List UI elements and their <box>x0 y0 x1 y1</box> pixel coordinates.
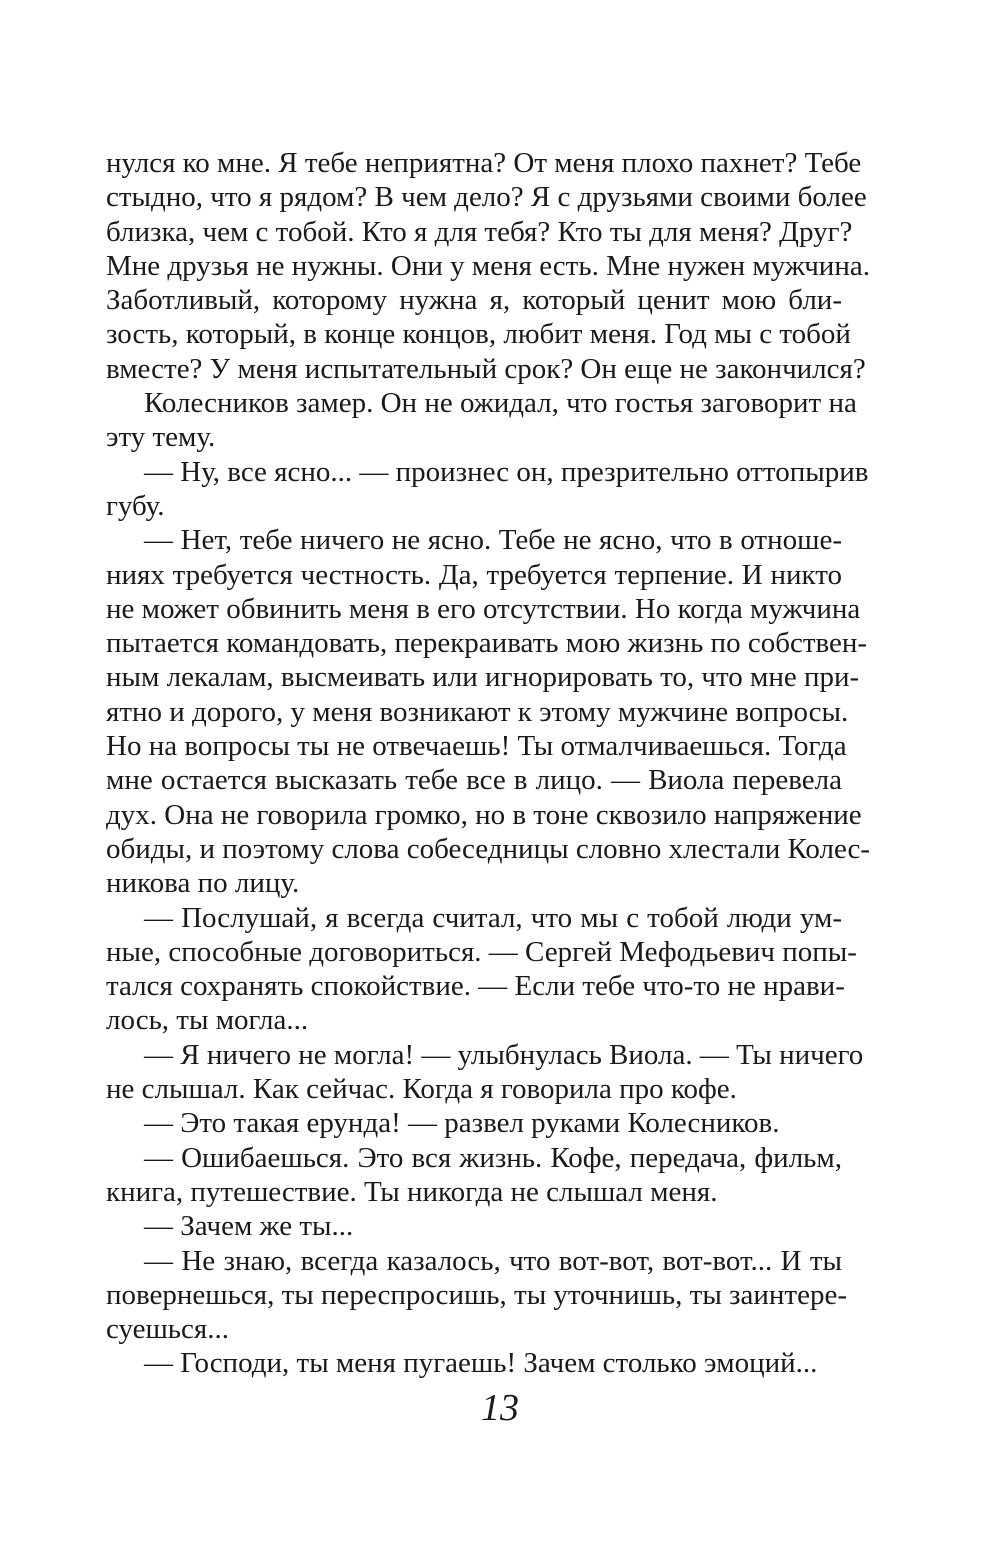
text-line: — Я ничего не могла! — улыбнулась Виола. — Ты ничего <box>144 1038 864 1071</box>
text-line: мне остается высказать тебе все в лицо. — Виола перевела <box>106 764 842 797</box>
text-line: — Послушай, я всегда считал, что мы с тобой люди ум- <box>144 901 842 934</box>
text-line: вместе? У меня испытательный срок? Он еще не закончился? <box>106 352 866 385</box>
text-line: никова по лицу. <box>106 867 300 900</box>
text-line: Мне друзья не нужны. Они у меня есть. Мне нужен мужчина. <box>106 249 870 282</box>
text-line: — Не знаю, всегда казалось, что вот-вот, вот-вот... И ты <box>144 1244 842 1277</box>
text-line: тался сохранять спокойствие. — Если тебе что-то не нрави- <box>106 970 845 1003</box>
text-line: Но на вопросы ты не отвечаешь! Ты отмалчиваешься. Тогда <box>106 730 847 763</box>
text-line: стыдно, что я рядом? В чем дело? Я с друзьями своими более <box>106 181 867 214</box>
text-line: — Зачем же ты... <box>144 1210 354 1243</box>
text-line: книга, путешествие. Ты никогда не слышал меня. <box>106 1175 718 1208</box>
text-line: повернешься, ты переспросишь, ты уточнишь, ты заинтере- <box>106 1278 848 1311</box>
text-line: ные, способные договориться. — Сергей Мефодьевич попы- <box>106 935 857 968</box>
text-line: Заботливый, которому нужна я, который ценит мою бли- <box>106 284 842 317</box>
text-line: нулся ко мне. Я тебе неприятна? От меня плохо пахнет? Тебе <box>106 147 862 179</box>
text-line: зость, который, в конце концов, любит меня. Год мы с тобой <box>106 318 851 351</box>
text-line: не слышал. Как сейчас. Когда я говорила про кофе. <box>106 1073 737 1106</box>
text-line: пытается командовать, перекраивать мою жизнь по собствен- <box>106 627 868 660</box>
text-line: обиды, и поэтому слова собеседницы словно хлестали Колес- <box>106 832 871 865</box>
text-line: суешься... <box>106 1313 229 1346</box>
text-line: — Ну, все ясно... — произнес он, презрительно оттопырив <box>144 455 869 488</box>
text-line: ным лекалам, высмеивать или игнорировать то, что мне при- <box>106 661 860 694</box>
page-number: 13 <box>481 1387 519 1429</box>
text-line: губу. <box>106 489 165 522</box>
text-line: ятно и дорого, у меня возникают к этому мужчине вопросы. <box>106 695 849 728</box>
text-line: эту тему. <box>106 421 216 454</box>
text-line: лось, ты могла... <box>106 1004 309 1037</box>
text-line: не может обвинить меня в его отсутствии. Но когда мужчина <box>106 592 861 625</box>
text-line: — Нет, тебе ничего не ясно. Тебе не ясно, что в отноше- <box>144 524 842 557</box>
text-line: дух. Она не говорила громко, но в тоне сквозило напряжение <box>106 798 862 831</box>
text-line: Колесников замер. Он не ожидал, что гостья заговорит на <box>144 387 857 420</box>
text-line: — Ошибаешься. Это вся жизнь. Кофе, передача, фильм, <box>144 1141 842 1174</box>
body-text <box>106 146 871 1381</box>
text-line: близка, чем с тобой. Кто я для тебя? Кто ты для меня? Друг? <box>106 215 853 248</box>
text-line: ниях требуется честность. Да, требуется терпение. И никто <box>106 558 842 591</box>
text-line: — Господи, ты меня пугаешь! Зачем столько эмоций... <box>144 1347 818 1380</box>
text-line: — Это такая ерунда! — развел руками Колесников. <box>144 1107 780 1140</box>
